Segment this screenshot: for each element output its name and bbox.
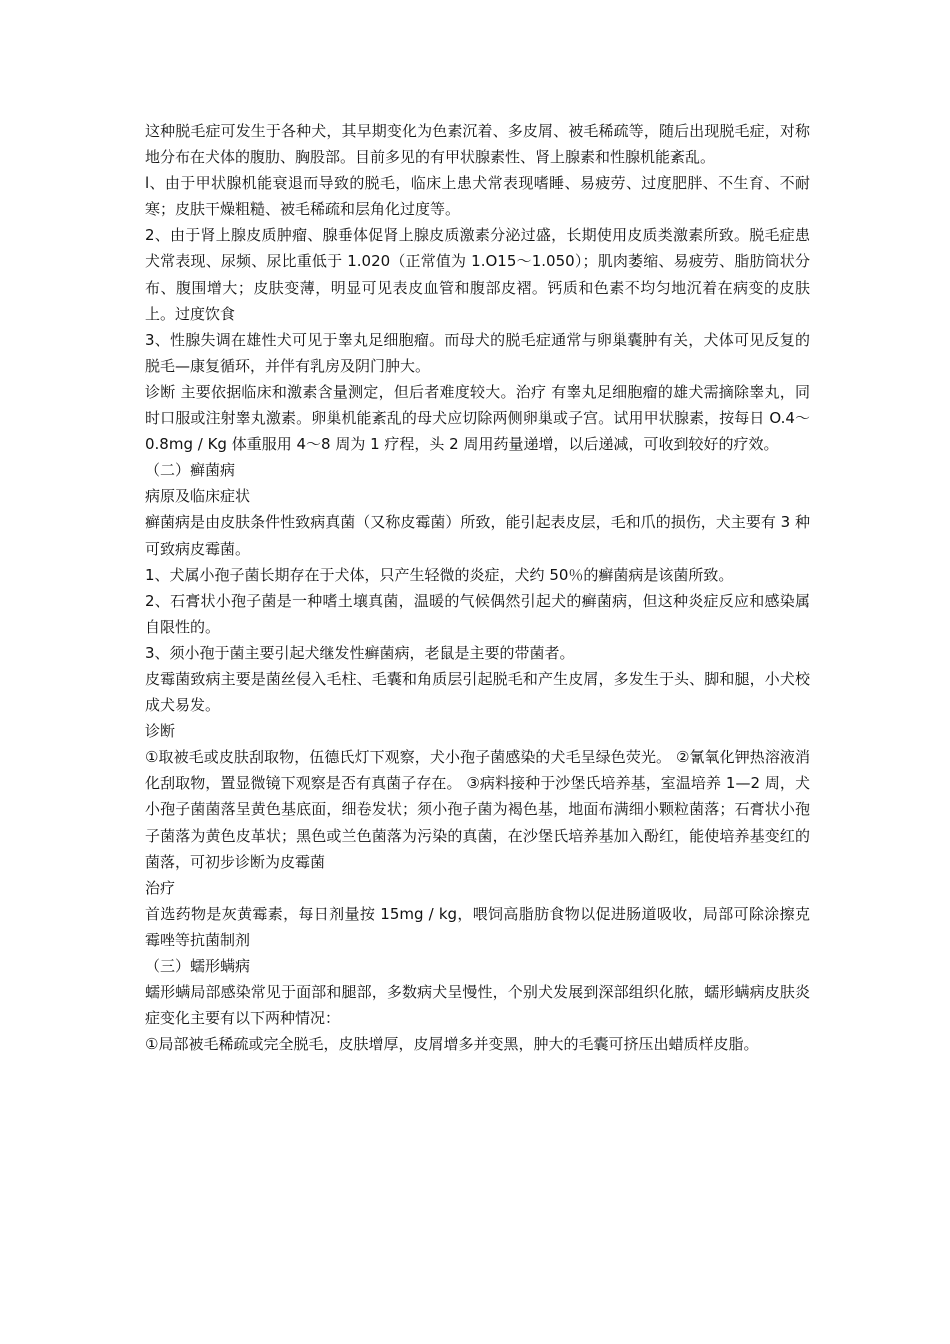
paragraph-adrenal: 2、由于肾上腺皮质肿瘤、腺垂体促肾上腺皮质激素分泌过盛，长期使用皮质类激素所致。脱毛症患犬常表现、尿频、尿比重低于 1.020（正常值为 1.O15～1.050）；肌肉萎缩、易疲劳、脂肪筒状分布、腹围增大；皮肤变薄，明显可见表皮血管和腹部皮褶。钙质和色素不均匀地沉着在病变的皮肤上。过度饮食 <box>145 226 810 323</box>
subheading-treatment: 治疗 <box>145 878 176 897</box>
paragraph-demodex-intro: 蠕形螨局部感染常见于面部和腿部，多数病犬呈慢性，个别犬发展到深部组织化脓，蠕形螨病皮肤炎症变化主要有以下两种情况： <box>145 983 810 1028</box>
subheading-cause-symptoms: 病原及临床症状 <box>145 487 251 506</box>
paragraph-diagnosis-steps: ①取被毛或皮肤刮取物，伍德氏灯下观察，犬小孢子菌感染的犬毛呈绿色荧光。 ②氰氧化钾热溶液消化刮取物，置显微镜下观察是否有真菌子存在。 ③病料接种于沙堡氏培养基，室温培养 1—2 周，犬小孢子菌菌落呈黄色基底面，细卷发状；须小孢子菌为褐色基，地面布满细小颗粒菌落；石膏状小孢子菌落为黄色皮革状；黑色或兰色菌落为污染的真菌，在沙堡氏培养基加入酚红，能使培养基变红的菌落，可初步诊断为皮霉菌 <box>145 748 810 871</box>
paragraph-gonad: 3、性腺失调在雄性犬可见于睾丸足细胞瘤。而母犬的脱毛症通常与卵巢囊肿有关，犬体可见反复的脱毛—康复循环，并伴有乳房及阴门肿大。 <box>145 330 810 375</box>
paragraph-fungus-2: 2、石膏状小孢子菌是一种嗜土壤真菌，温暖的气候偶然引起犬的癣菌病，但这种炎症反应和感染属自限性的。 <box>145 591 810 636</box>
section-heading-ringworm: （二）癣菌病 <box>145 461 236 480</box>
paragraph-thyroid: l、由于甲状腺机能衰退而导致的脱毛，临床上患犬常表现嗜睡、易疲劳、过度肥胖、不生育、不耐寒；皮肤干燥粗糙、被毛稀疏和层角化过度等。 <box>145 174 810 219</box>
paragraph-diagnosis-treatment: 诊断 主要依据临床和激素含量测定，但后者难度较大。治疗 有睾丸足细胞瘤的雄犬需摘除睾丸，同时口服或注射睾丸激素。卵巢机能紊乱的母犬应切除两侧卵巢或子宫。试用甲状腺素，按每日 O.4～0.8mg / Kg 体重服用 4～8 周为 1 疗程，头 2 周用药量递增，以后递减，可收到较好的疗效。 <box>145 382 810 454</box>
section-heading-demodex: （三）蠕形螨病 <box>145 957 251 975</box>
paragraph-ringworm-intro: 癣菌病是由皮肤条件性致病真菌（又称皮霉菌）所致，能引起表皮层，毛和爪的损伤，犬主要有 3 种可致病皮霉菌。 <box>145 513 810 558</box>
paragraph-demodex-case-1: ①局部被毛稀疏或完全脱毛，皮肤增厚，皮屑增多并变黑，肿大的毛囊可挤压出蜡质样皮脂。 <box>145 1035 759 1054</box>
paragraph-pathogenesis: 皮霉菌致病主要是菌丝侵入毛柱、毛囊和角质层引起脱毛和产生皮屑，多发生于头、脚和腿，小犬校成犬易发。 <box>145 669 810 715</box>
subheading-diagnosis: 诊断 <box>145 722 176 741</box>
document-body <box>145 118 810 1057</box>
paragraph-treatment: 首选药物是灰黄霉素，每日剂量按 15mg / kg，喂饲高脂肪食物以促进肠道吸收，局部可除涂擦克霉唑等抗菌制剂 <box>145 904 810 949</box>
paragraph-fungus-1: 1、犬属小孢子菌长期存在于犬体，只产生轻微的炎症，犬约 50％的癣菌病是该菌所致。 <box>145 565 734 584</box>
paragraph-intro: 这种脱毛症可发生于各种犬，其早期变化为色素沉着、多皮屑、被毛稀疏等，随后出现脱毛症，对称地分布在犬体的腹肋、胸股部。目前多见的有甲状腺素性、肾上腺素和性腺机能紊乱。 <box>145 122 810 167</box>
paragraph-fungus-3: 3、须小孢于菌主要引起犬继发性癣菌病，老鼠是主要的带菌者。 <box>145 643 575 662</box>
